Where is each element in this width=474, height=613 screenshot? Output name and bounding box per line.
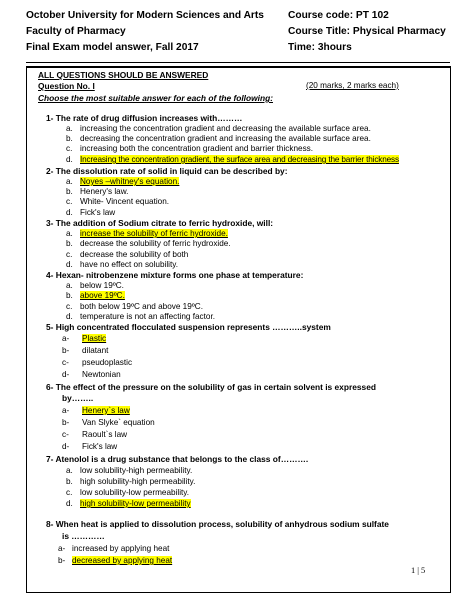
q1-option-a: a. increasing the concentration gradient and decreasing the available surface area.	[66, 124, 371, 133]
q2-option-b: b. Henery's law.	[66, 187, 129, 196]
q4-option-d: d. temperature is not an affecting factor.	[66, 312, 216, 321]
q3-option-c: c. decrease the solubility of both	[66, 250, 189, 259]
question-1-stem: 1- The rate of drug diffusion increases with………	[46, 113, 243, 123]
q6-option-a-correct: a- Henery`s law	[62, 406, 130, 415]
q1-option-d-correct: d. Increasing the concentration gradient, the surface area and decreasing the barrier thickness	[66, 155, 399, 164]
page-number: 1 | 5	[411, 566, 426, 575]
q1-option-b: b. decreasing the concentration gradient and increasing the available surface area.	[66, 134, 371, 143]
question-label: Question No. I	[38, 81, 95, 91]
header-row-1	[26, 10, 389, 21]
q5-option-a-correct: a- Plastic	[62, 334, 107, 343]
q2-option-a-correct: a. Noyes –whitney's equation.	[66, 177, 180, 186]
q7-option-d-correct: d. high solubility-low permeability	[66, 499, 191, 508]
question-7-stem: 7- Atenolol is a drug substance that belongs to the class of……….	[46, 454, 309, 464]
course-title: Course Title: Physical Pharmacy	[288, 26, 446, 37]
q4-option-c: c. both below 19ºC and above 19ºC.	[66, 302, 203, 311]
question-6-stem-line1: 6- The effect of the pressure on the solubility of gas in certain solvent is expressed	[46, 382, 376, 392]
q2-option-c: c. White- Vincent equation.	[66, 197, 170, 206]
all-questions-heading: ALL QUESTIONS SHOULD BE ANSWERED	[38, 70, 209, 80]
question-3-stem: 3- The addition of Sodium citrate to ferric hydroxide, will:	[46, 218, 274, 228]
q8-option-b-correct: b- decreased by applying heat	[58, 556, 173, 565]
q6-option-c: c- Raoult`s law	[62, 430, 128, 439]
q7-option-a: a. low solubility-high permeability.	[66, 466, 193, 475]
q8-option-a: a- increased by applying heat	[58, 544, 170, 553]
choose-instruction: Choose the most suitable answer for each of the following:	[38, 93, 273, 103]
q4-option-a: a. below 19ºC.	[66, 281, 124, 290]
q3-option-a-correct: a. increase the solubility of ferric hydroxide.	[66, 229, 228, 238]
faculty-name: Faculty of Pharmacy	[26, 26, 126, 37]
header-divider	[26, 62, 450, 63]
q5-option-b: b- dilatant	[62, 346, 109, 355]
q5-option-d: d- Newtonian	[62, 370, 121, 379]
q2-option-d: d. Fick's law	[66, 208, 116, 217]
question-8-stem-line1: 8- When heat is applied to dissolution process, solubility of anhydrous sodium sulfate	[46, 519, 389, 529]
header-row-2	[26, 26, 446, 37]
university-name: October University for Modern Sciences and Arts	[26, 10, 264, 21]
q7-option-b: b. high solubility-high permeability.	[66, 477, 196, 486]
q7-option-c: c. low solubility-low permeability.	[66, 488, 190, 497]
q1-option-c: c. increasing both the concentration gradient and barrier thickness.	[66, 144, 314, 153]
question-8-stem-line2: is …………	[62, 531, 105, 541]
exam-title: Final Exam model answer, Fall 2017	[26, 42, 199, 53]
q6-option-d: d- Fick's law	[62, 442, 118, 451]
question-5-stem: 5- High concentrated flocculated suspension represents ………..system	[46, 322, 331, 332]
q6-option-b: b- Van Slyke` equation	[62, 418, 155, 427]
q3-option-d: d. have no effect on solubility.	[66, 260, 179, 269]
q4-option-b-correct: b. above 19ºC.	[66, 291, 125, 300]
question-2-stem: 2- The dissolution rate of solid in liquid can be described by:	[46, 166, 288, 176]
question-6-stem-line2: by……..	[62, 393, 94, 403]
question-4-stem: 4- Hexan- nitrobenzene mixture forms one phase at temperature:	[46, 270, 304, 280]
exam-time: Time: 3hours	[288, 42, 352, 53]
marks-note: (20 marks, 2 marks each)	[306, 81, 399, 90]
q5-option-c: c- pseudoplastic	[62, 358, 133, 367]
course-code: Course code: PT 102	[288, 10, 389, 21]
header-row-3	[26, 42, 352, 53]
q3-option-b: b. decrease the solubility of ferric hydroxide.	[66, 239, 231, 248]
